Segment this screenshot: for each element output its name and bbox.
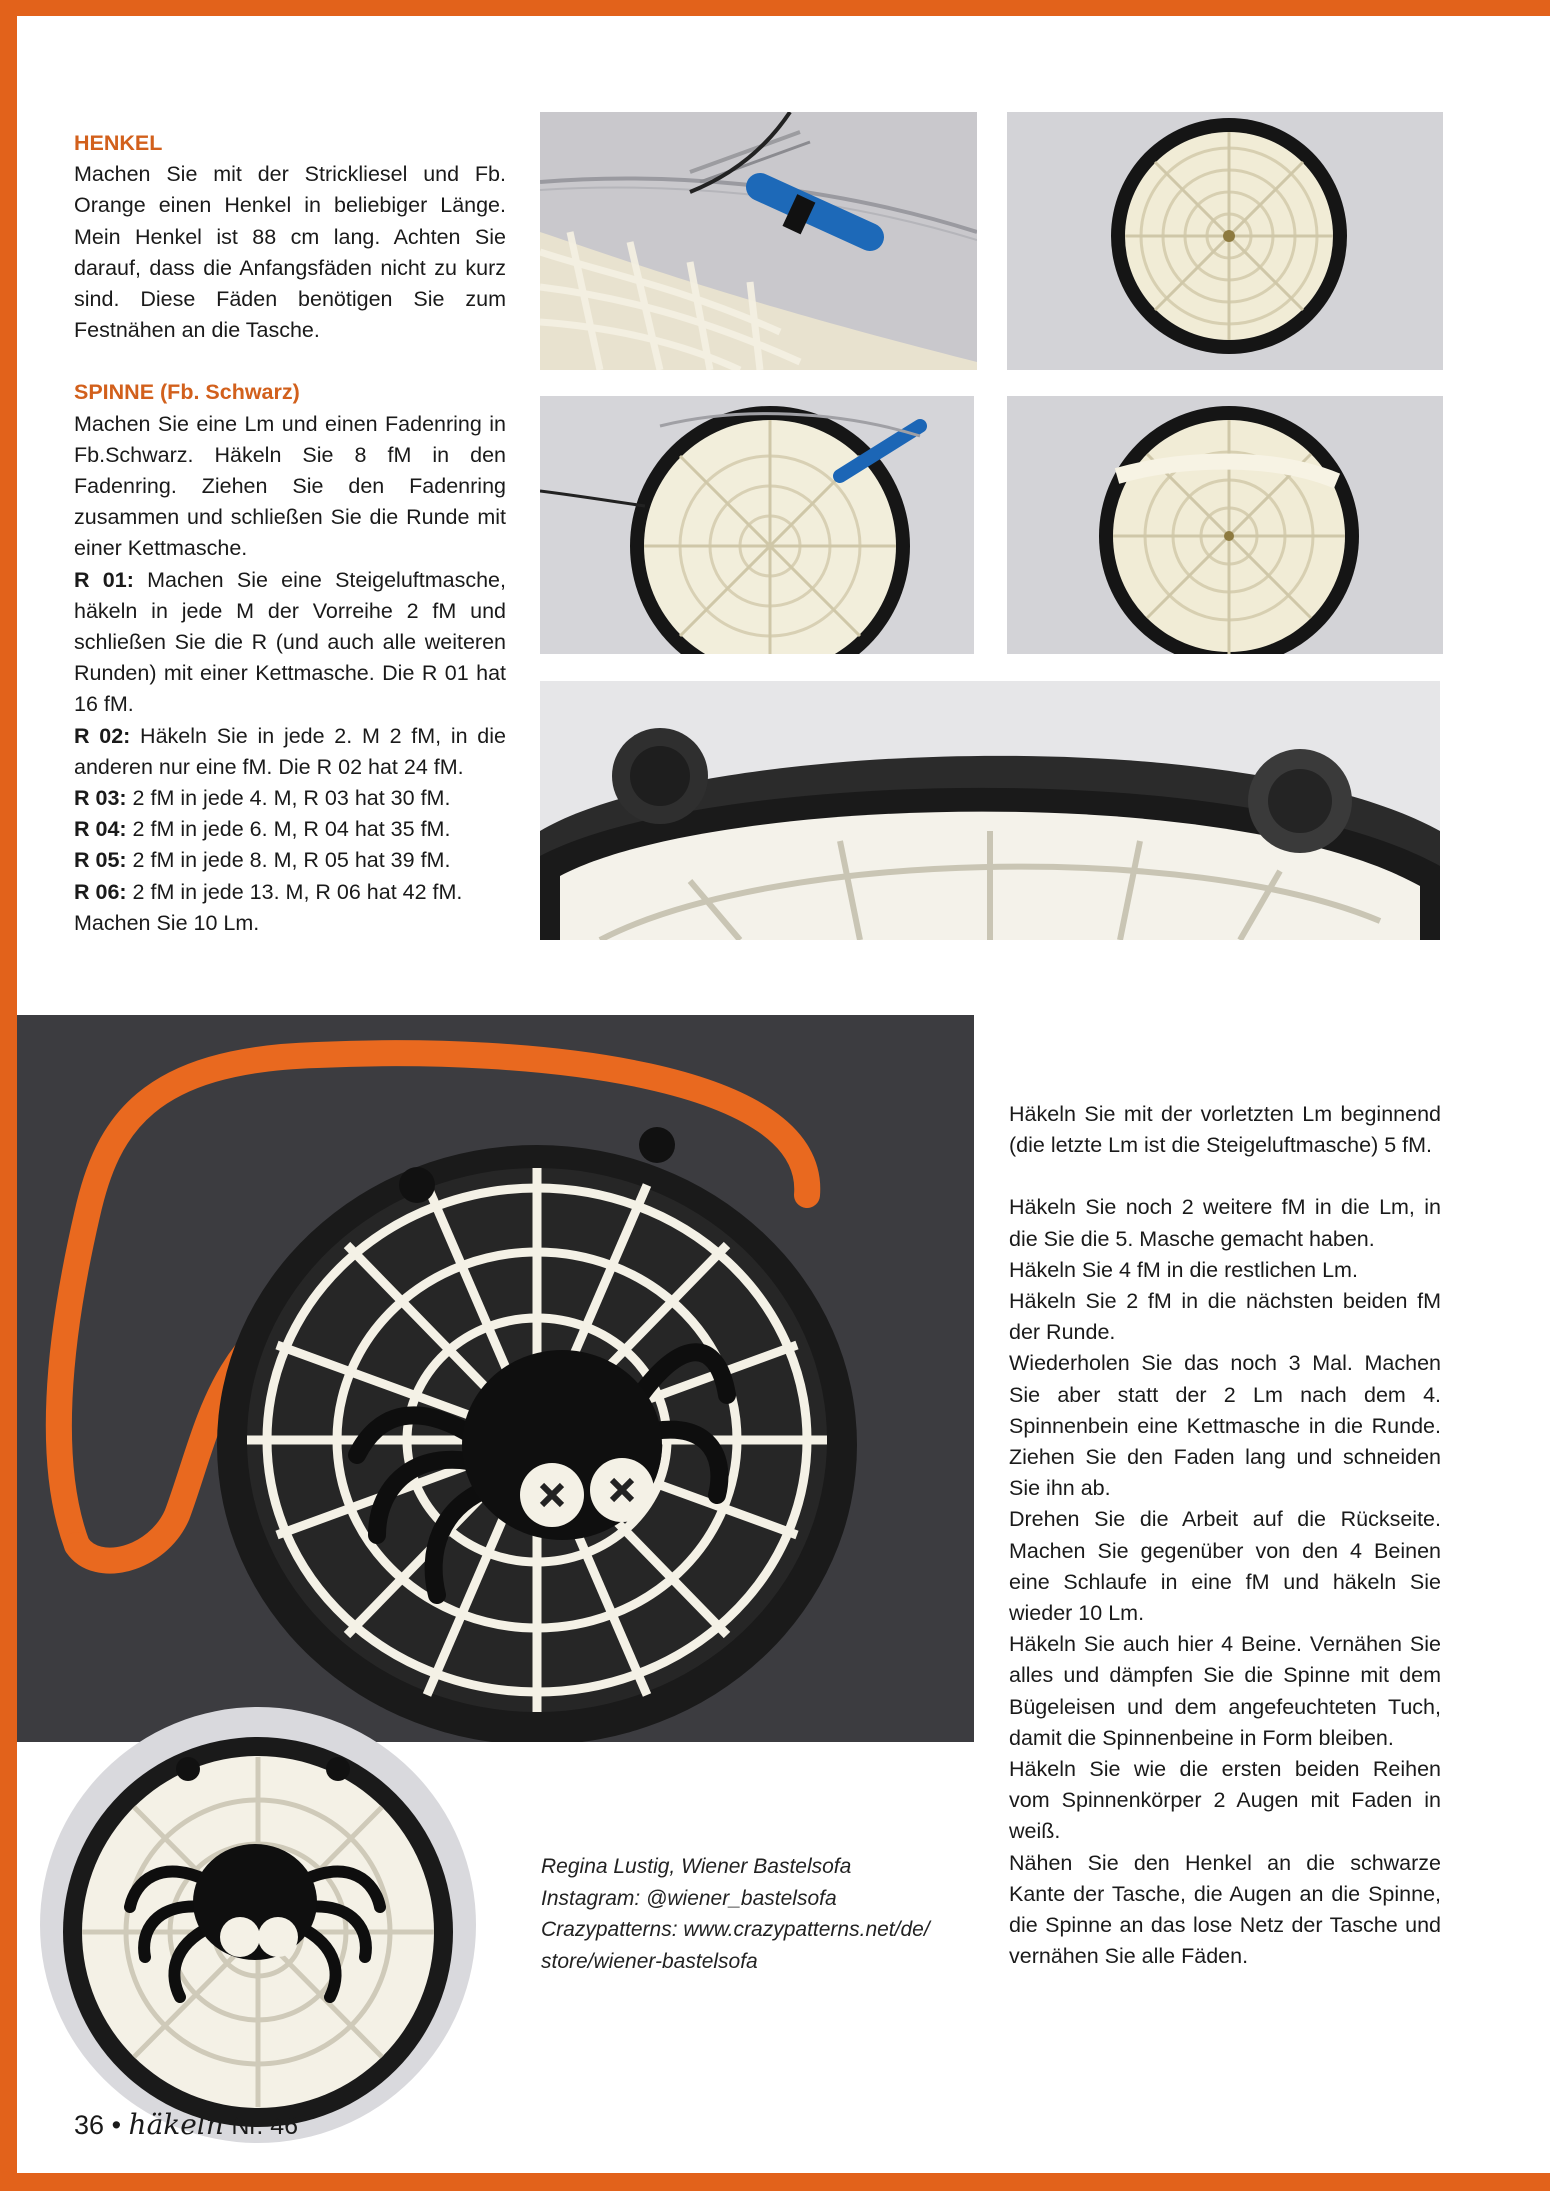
row-instruction: R 05: 2 fM in jede 8. M, R 05 hat 39 fM. [74, 848, 451, 873]
instruction-paragraph: Wiederholen Sie das noch 3 Mal. Machen Sie aber statt der 2 Lm nach dem 4. Spinnenbein eine Kettmasche in die Runde. Ziehen Sie den Faden lang und schneiden Sie ihn ab. [1009, 1351, 1441, 1501]
row-instruction: R 02: Häkeln Sie in jede 2. M 2 fM, in die anderen nur eine fM. Die R 02 hat 24 fM. [74, 723, 506, 779]
instruction-paragraph: Häkeln Sie mit der vorletzten Lm beginnend (die letzte Lm ist die Steigeluftmasche) 5 fM. [1009, 1102, 1441, 1158]
photo-closeup-buttons [540, 681, 1440, 940]
row-instruction: R 04: 2 fM in jede 6. M, R 04 hat 35 fM. [74, 817, 451, 842]
magazine-brand: häkeln [128, 2108, 224, 2141]
page-footer [74, 2107, 298, 2143]
instruction-paragraph: Nähen Sie den Henkel an die schwarze Kante der Tasche, die Augen an die Spinne, die Spinne an das lose Netz der Tasche und vernähen Sie alle Fäden. [1009, 1850, 1441, 1969]
photo-web-outer-ring [1007, 396, 1443, 654]
page-number: 36 [74, 2110, 105, 2140]
row-instruction: R 06: 2 fM in jede 13. M, R 06 hat 42 fM. [74, 879, 463, 904]
designer-credit [541, 1851, 971, 1977]
footer-separator: • [111, 2110, 122, 2140]
photo-finished-bag [17, 1015, 974, 1742]
page-frame-top [0, 0, 1550, 16]
spinne-heading: SPINNE (Fb. Schwarz) [74, 380, 300, 405]
credit-line: store/wiener-bastelsofa [541, 1949, 758, 1973]
henkel-text: Machen Sie mit der Strickliesel und Fb. Orange einen Henkel in beliebiger Länge. Mein Henkel ist 88 cm lang. Achten Sie darauf, dass die Anfangsfäden nicht zu kurz sind. Diese Fäden benötigen Sie zum Festnähen an die Tasche. [74, 162, 506, 343]
instruction-paragraph: Häkeln Sie noch 2 weitere fM in die Lm, in die Sie die 5. Masche gemacht haben. [1009, 1195, 1441, 1251]
photo-finished-web [1007, 112, 1443, 370]
page-frame-bottom [0, 2173, 1550, 2191]
credit-line: Crazypatterns: www.crazypatterns.net/de/ [541, 1918, 930, 1941]
instruction-paragraph: Drehen Sie die Arbeit auf die Rückseite. Machen Sie gegenüber von den 4 Beinen eine Schlaufe in eine fM und häkeln Sie wieder 10 Lm. [1009, 1507, 1441, 1626]
instructions-left-column [74, 128, 506, 939]
credit-line: Instagram: @wiener_bastelsofa [541, 1886, 837, 1910]
photo-bag-inset [40, 1707, 476, 2143]
instruction-paragraph: Häkeln Sie wie die ersten beiden Reihen vom Spinnenkörper 2 Augen mit Faden in weiß. [1009, 1757, 1441, 1844]
instructions-right-column [1009, 1099, 1441, 1972]
instruction-paragraph: Häkeln Sie 4 fM in die restlichen Lm. [1009, 1257, 1358, 1282]
instruction-paragraph: Häkeln Sie auch hier 4 Beine. Vernähen Sie alles und dämpfen Sie die Spinne mit dem Bügeleisen und dem angefeuchteten Tuch, damit die Spinnenbeine in Form bleiben. [1009, 1632, 1441, 1750]
credit-line: Regina Lustig, Wiener Bastelsofa [541, 1855, 852, 1878]
row-instruction: R 01: Machen Sie eine Steigeluftmasche, häkeln in jede M der Vorreihe 2 fM und schließen Sie die R (und auch alle weiteren Runden) mit einer Kettmasche. Die R 01 hat 16 fM. [74, 567, 506, 717]
photo-web-with-hook [540, 396, 974, 654]
spinne-intro: Machen Sie eine Lm und einen Fadenring in Fb.Schwarz. Häkeln Sie 8 fM in den Fadenring. Ziehen Sie den Fadenring zusammen und schließen Sie die Runde mit einer Kettmasche. [74, 411, 506, 561]
issue-number: Nr. 46 [231, 2112, 299, 2140]
henkel-heading: HENKEL [74, 131, 163, 155]
spinne-outro: Machen Sie 10 Lm. [74, 910, 260, 935]
row-instruction: R 03: 2 fM in jede 4. M, R 03 hat 30 fM. [74, 786, 451, 811]
instruction-paragraph: Häkeln Sie 2 fM in die nächsten beiden fM der Runde. [1009, 1289, 1441, 1345]
photo-hoop-and-hook [540, 112, 977, 370]
page-frame-left [0, 0, 17, 2191]
